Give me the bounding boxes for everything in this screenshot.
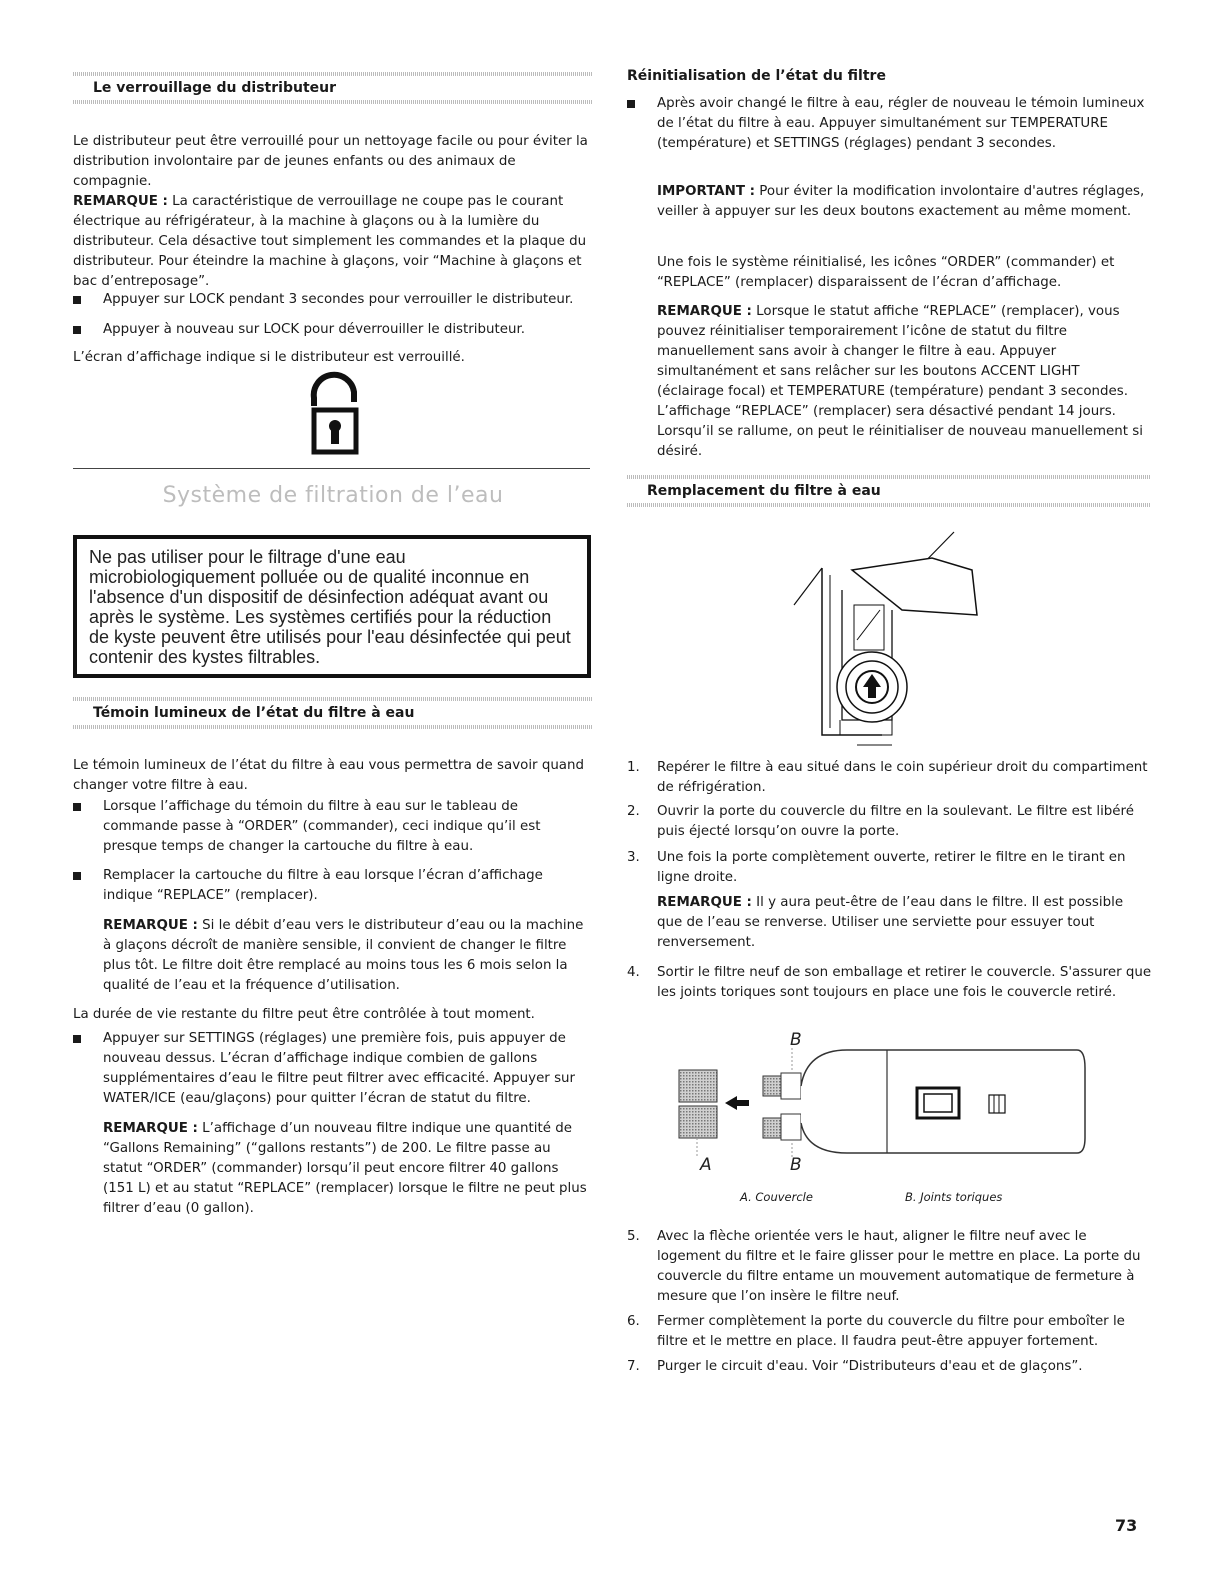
heading-rule — [73, 725, 593, 729]
step-3: 3. Une fois la porte complètement ouverte, retirer le filtre en le tirant en ligne droite. — [627, 850, 1126, 885]
page-number: 73 — [1115, 1516, 1138, 1535]
reset-heading: Réinitialisation de l’état du filtre — [627, 68, 886, 84]
status-note-1: REMARQUE : Si le débit d’eau vers le distributeur d’eau ou la machine à glaçons décroît de manière sensible, il convient de changer le filtre plus tôt. Le filtre doit être remplacé au moins tous les 6 mois selon la qualité de l’eau et la fréquence d’utilisation. — [103, 918, 584, 993]
status-bullet-2: Remplacer la cartouche du filtre à eau lorsque l’écran d’affichage indique “REPLACE” (remplacer). — [73, 866, 593, 906]
heading-rule — [627, 503, 1150, 507]
status-heading: Témoin lumineux de l’état du filtre à eau — [93, 705, 415, 721]
caption-cover: A. Couvercle — [740, 1190, 813, 1204]
step-2: 2. Ouvrir la porte du couvercle du filtre en la soulevant. Le filtre est libéré puis éjecté lorsqu’on ouvre la porte. — [627, 804, 1134, 839]
status-lifetime-text: La durée de vie restante du filtre peut être contrôlée à tout moment. — [73, 1007, 535, 1022]
label-a: A — [700, 1155, 712, 1175]
status-bullet-3: Appuyer sur SETTINGS (réglages) une première fois, puis appuyer de nouveau dessus. L’écran d’affichage indique combien de gallons supplémentaires d’eau le filtre peut filtrer avec efficacité. Appuyer sur WATER/ICE (eau/glaçons) pour quitter l’écran de statut du filtre. — [73, 1029, 593, 1109]
reset-paragraph: Une fois le système réinitialisé, les icônes “ORDER” (commander) et “REPLACE” (remplacer) disparaissent de l’écran d’affichage. — [657, 255, 1115, 290]
reset-note: REMARQUE : Lorsque le statut affiche “REPLACE” (remplacer), vous pouvez réinitialiser temporairement l’icône de statut du filtre manuellement sans avoir à changer le filtre à eau. Appuyer simultanément et sans relâcher sur les boutons ACCENT LIGHT (éclairage focal) et TEMPERATURE (température) pendant 3 secondes. L’affichage “REPLACE” (remplacer) sera désactivé pendant 14 jours. Lorsqu’il se rallume, on peut le réinitialiser de nouveau manuellement si désiré. — [657, 304, 1143, 459]
lock-section — [73, 72, 593, 104]
lock-display-text: L’écran d’affichage indique si le distributeur est verrouillé. — [73, 350, 465, 365]
reset-important: IMPORTANT : Pour éviter la modification involontaire d'autres réglages, veiller à appuyer sur les deux boutons exactement au même moment. — [657, 184, 1145, 219]
step-3-note: REMARQUE : Il y aura peut-être de l’eau dans le filtre. Il est possible que de l’eau se renverse. Utiliser une serviette pour essuyer tout renversement. — [657, 895, 1124, 950]
step-5: 5. Avec la flèche orientée vers le haut, aligner le filtre neuf avec le logement du filtre et le faire glisser pour le mettre en place. La porte du couvercle du filtre entame un mouvement automatique de fermeture à mesure que l’on insère le filtre neuf. — [627, 1229, 1141, 1304]
step-6: 6. Fermer complètement la porte du couvercle du filtre pour emboîter le filtre et le mettre en place. Il faudra peut-être appuyer fortement. — [627, 1314, 1125, 1349]
status-note-2: REMARQUE : L’affichage d’un nouveau filtre indique une quantité de “Gallons Remaining” (“gallons restants”) de 200. Le filtre passe au statut “ORDER” (commander) lorsqu’il peut encore filtrer 40 gallons (151 L) et au statut “REPLACE” (remplacer) lorsque le filtre ne peut plus filtrer d’eau (0 gallon). — [103, 1121, 587, 1216]
heading-rule — [73, 100, 593, 104]
status-paragraph: Le témoin lumineux de l’état du filtre à eau vous permettra de savoir quand changer votre filtre à eau. — [73, 758, 585, 793]
divider — [73, 468, 590, 469]
step-1: 1. Repérer le filtre à eau situé dans le coin supérieur droit du compartiment de réfrigération. — [627, 760, 1148, 795]
status-bullet-1: Lorsque l’affichage du témoin du filtre à eau sur le tableau de commande passe à “ORDER” (commander), ceci indique qu’il est presque temps de changer la cartouche du filtre à eau. — [73, 797, 593, 857]
label-b-bottom: B — [790, 1155, 802, 1175]
step-7: 7. Purger le circuit d'eau. Voir “Distributeurs d'eau et de glaçons”. — [627, 1359, 1083, 1374]
replace-heading: Remplacement du filtre à eau — [647, 483, 881, 499]
lock-bullet-2: Appuyer à nouveau sur LOCK pour déverrouiller le distributeur. — [73, 320, 603, 340]
lock-paragraph: Le distributeur peut être verrouillé pour un nettoyage facile ou pour éviter la distribution involontaire par de jeunes enfants ou des animaux de compagnie. — [73, 134, 588, 189]
warning-box: Ne pas utiliser pour le filtrage d'une eau microbiologiquement polluée ou de qualité inconnue en l'absence d'un dispositif de désinfection adéquat avant ou après le système. Les systèmes certifiés pour la réduction de kyste peuvent être utilisés pour l'eau désinfectée qui peut contenir des kystes filtrables. — [73, 535, 591, 678]
caption-o-rings: B. Joints toriques — [905, 1190, 1003, 1204]
lock-bullet-1: Appuyer sur LOCK pendant 3 secondes pour verrouiller le distributeur. — [73, 290, 603, 310]
lock-note: REMARQUE : La caractéristique de verrouillage ne coupe pas le courant électrique au réfrigérateur, à la machine à glaçons ou à la lumière du distributeur. Cela désactive tout simplement les commandes et la plaque du distributeur. Pour éteindre la machine à glaçons, voir “Machine à glaçons et bac d’entreposage”. — [73, 194, 587, 289]
reset-bullet: Après avoir changé le filtre à eau, régler de nouveau le témoin lumineux de l’état du filtre à eau. Appuyer simultanément sur TEMPERATURE (température) et SETTINGS (réglages) pendant 3 secondes. — [627, 94, 1147, 154]
status-section — [73, 697, 593, 729]
unlock-icon — [300, 368, 370, 458]
replace-section — [627, 475, 1150, 507]
filter-housing-illustration — [782, 530, 1002, 755]
section-title: Système de filtration de l’eau — [162, 483, 504, 508]
step-4: 4. Sortir le filtre neuf de son emballage et retirer le couvercle. S'assurer que les joints toriques sont toujours en place une fois le couvercle retiré. — [627, 965, 1152, 1000]
label-b-top: B — [790, 1030, 802, 1050]
new-filter-illustration — [677, 1048, 1097, 1158]
lock-heading: Le verrouillage du distributeur — [93, 80, 336, 96]
